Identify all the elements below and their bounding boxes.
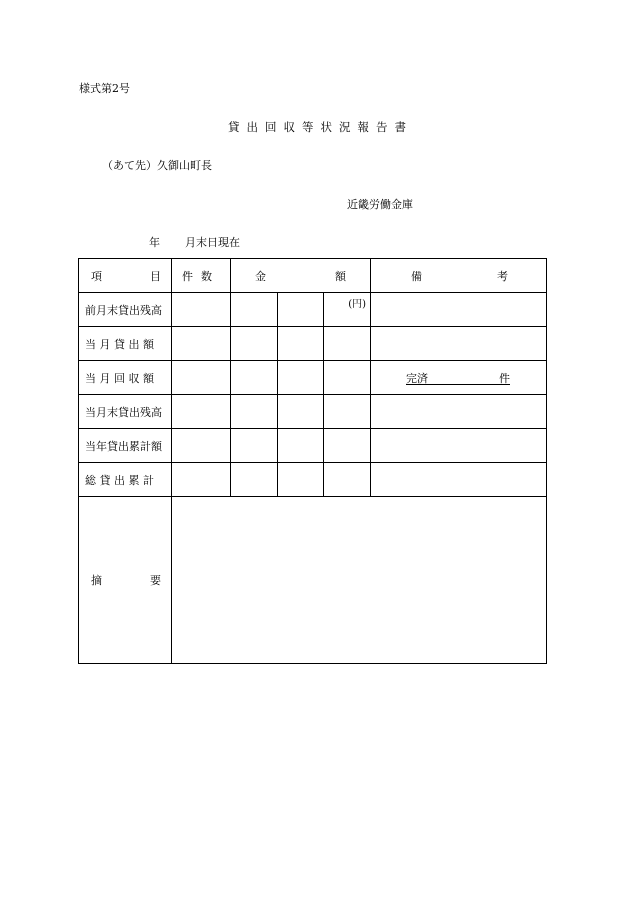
count-cell xyxy=(172,293,231,327)
amount-cell xyxy=(231,361,278,395)
remarks-cell xyxy=(371,429,547,463)
header-amount xyxy=(231,259,371,293)
unit-label: (円) xyxy=(348,299,367,310)
table-row xyxy=(79,429,547,463)
summary-label-second: 要 xyxy=(150,574,161,587)
amount-cell xyxy=(324,293,371,327)
amount-cell xyxy=(231,327,278,361)
document-title: 貸出回収等状況報告書 xyxy=(228,120,413,134)
amount-cell xyxy=(231,429,278,463)
row-label: 当月末貸出残高 xyxy=(79,395,172,429)
header-remarks-second: 考 xyxy=(497,269,509,283)
amount-cell xyxy=(324,429,371,463)
completed-label: 完済 xyxy=(406,372,429,385)
addressee: （あて先）久御山町長 xyxy=(102,159,212,172)
amount-cell xyxy=(278,327,324,361)
remarks-cell xyxy=(371,293,547,327)
row-label: 当 月 回 収 額 xyxy=(79,361,172,395)
amount-cell xyxy=(278,429,324,463)
row-label: 前月末貸出残高 xyxy=(79,293,172,327)
table-row xyxy=(79,463,547,497)
count-cell xyxy=(172,429,231,463)
header-remarks xyxy=(371,259,547,293)
row-label: 総 貸 出 累 計 xyxy=(79,463,172,497)
amount-cell xyxy=(324,327,371,361)
remarks-cell xyxy=(371,463,547,497)
amount-cell xyxy=(278,293,324,327)
header-remarks-first: 備 xyxy=(411,269,423,283)
as-of-year: 年 xyxy=(149,236,160,249)
remarks-cell xyxy=(371,395,547,429)
amount-cell xyxy=(324,463,371,497)
count-cell xyxy=(172,361,231,395)
amount-cell xyxy=(278,395,324,429)
count-cell xyxy=(172,395,231,429)
header-amount-first: 金 xyxy=(255,269,266,283)
amount-cell xyxy=(278,361,324,395)
amount-cell xyxy=(231,463,278,497)
header-row xyxy=(79,259,547,293)
table-row xyxy=(79,395,547,429)
table-row xyxy=(79,361,547,395)
header-item-second: 目 xyxy=(150,269,161,283)
header-item-first: 項 xyxy=(91,269,102,283)
remarks-cell xyxy=(371,327,547,361)
amount-cell xyxy=(231,395,278,429)
count-cell xyxy=(172,463,231,497)
summary-label-cell xyxy=(79,497,172,664)
amount-cell xyxy=(278,463,324,497)
table-row xyxy=(79,293,547,327)
sender-name: 近畿労働金庫 xyxy=(347,198,413,211)
form-number: 様式第2号 xyxy=(79,82,130,95)
as-of-month-end: 月末日現在 xyxy=(185,236,240,249)
remarks-cell xyxy=(371,361,547,395)
summary-row xyxy=(79,497,547,664)
header-count: 件数 xyxy=(172,259,231,293)
header-amount-second: 額 xyxy=(335,269,347,283)
completed-suffix: 件 xyxy=(499,372,511,385)
amount-cell xyxy=(324,361,371,395)
summary-label-first: 摘 xyxy=(91,574,102,587)
completed-count-line xyxy=(406,370,510,385)
header-item xyxy=(79,259,172,293)
table-row xyxy=(79,327,547,361)
amount-cell xyxy=(324,395,371,429)
report-table xyxy=(78,258,547,664)
row-label: 当 月 貸 出 額 xyxy=(79,327,172,361)
amount-cell xyxy=(231,293,278,327)
count-cell xyxy=(172,327,231,361)
summary-content-cell xyxy=(172,497,547,664)
row-label: 当年貸出累計額 xyxy=(79,429,172,463)
